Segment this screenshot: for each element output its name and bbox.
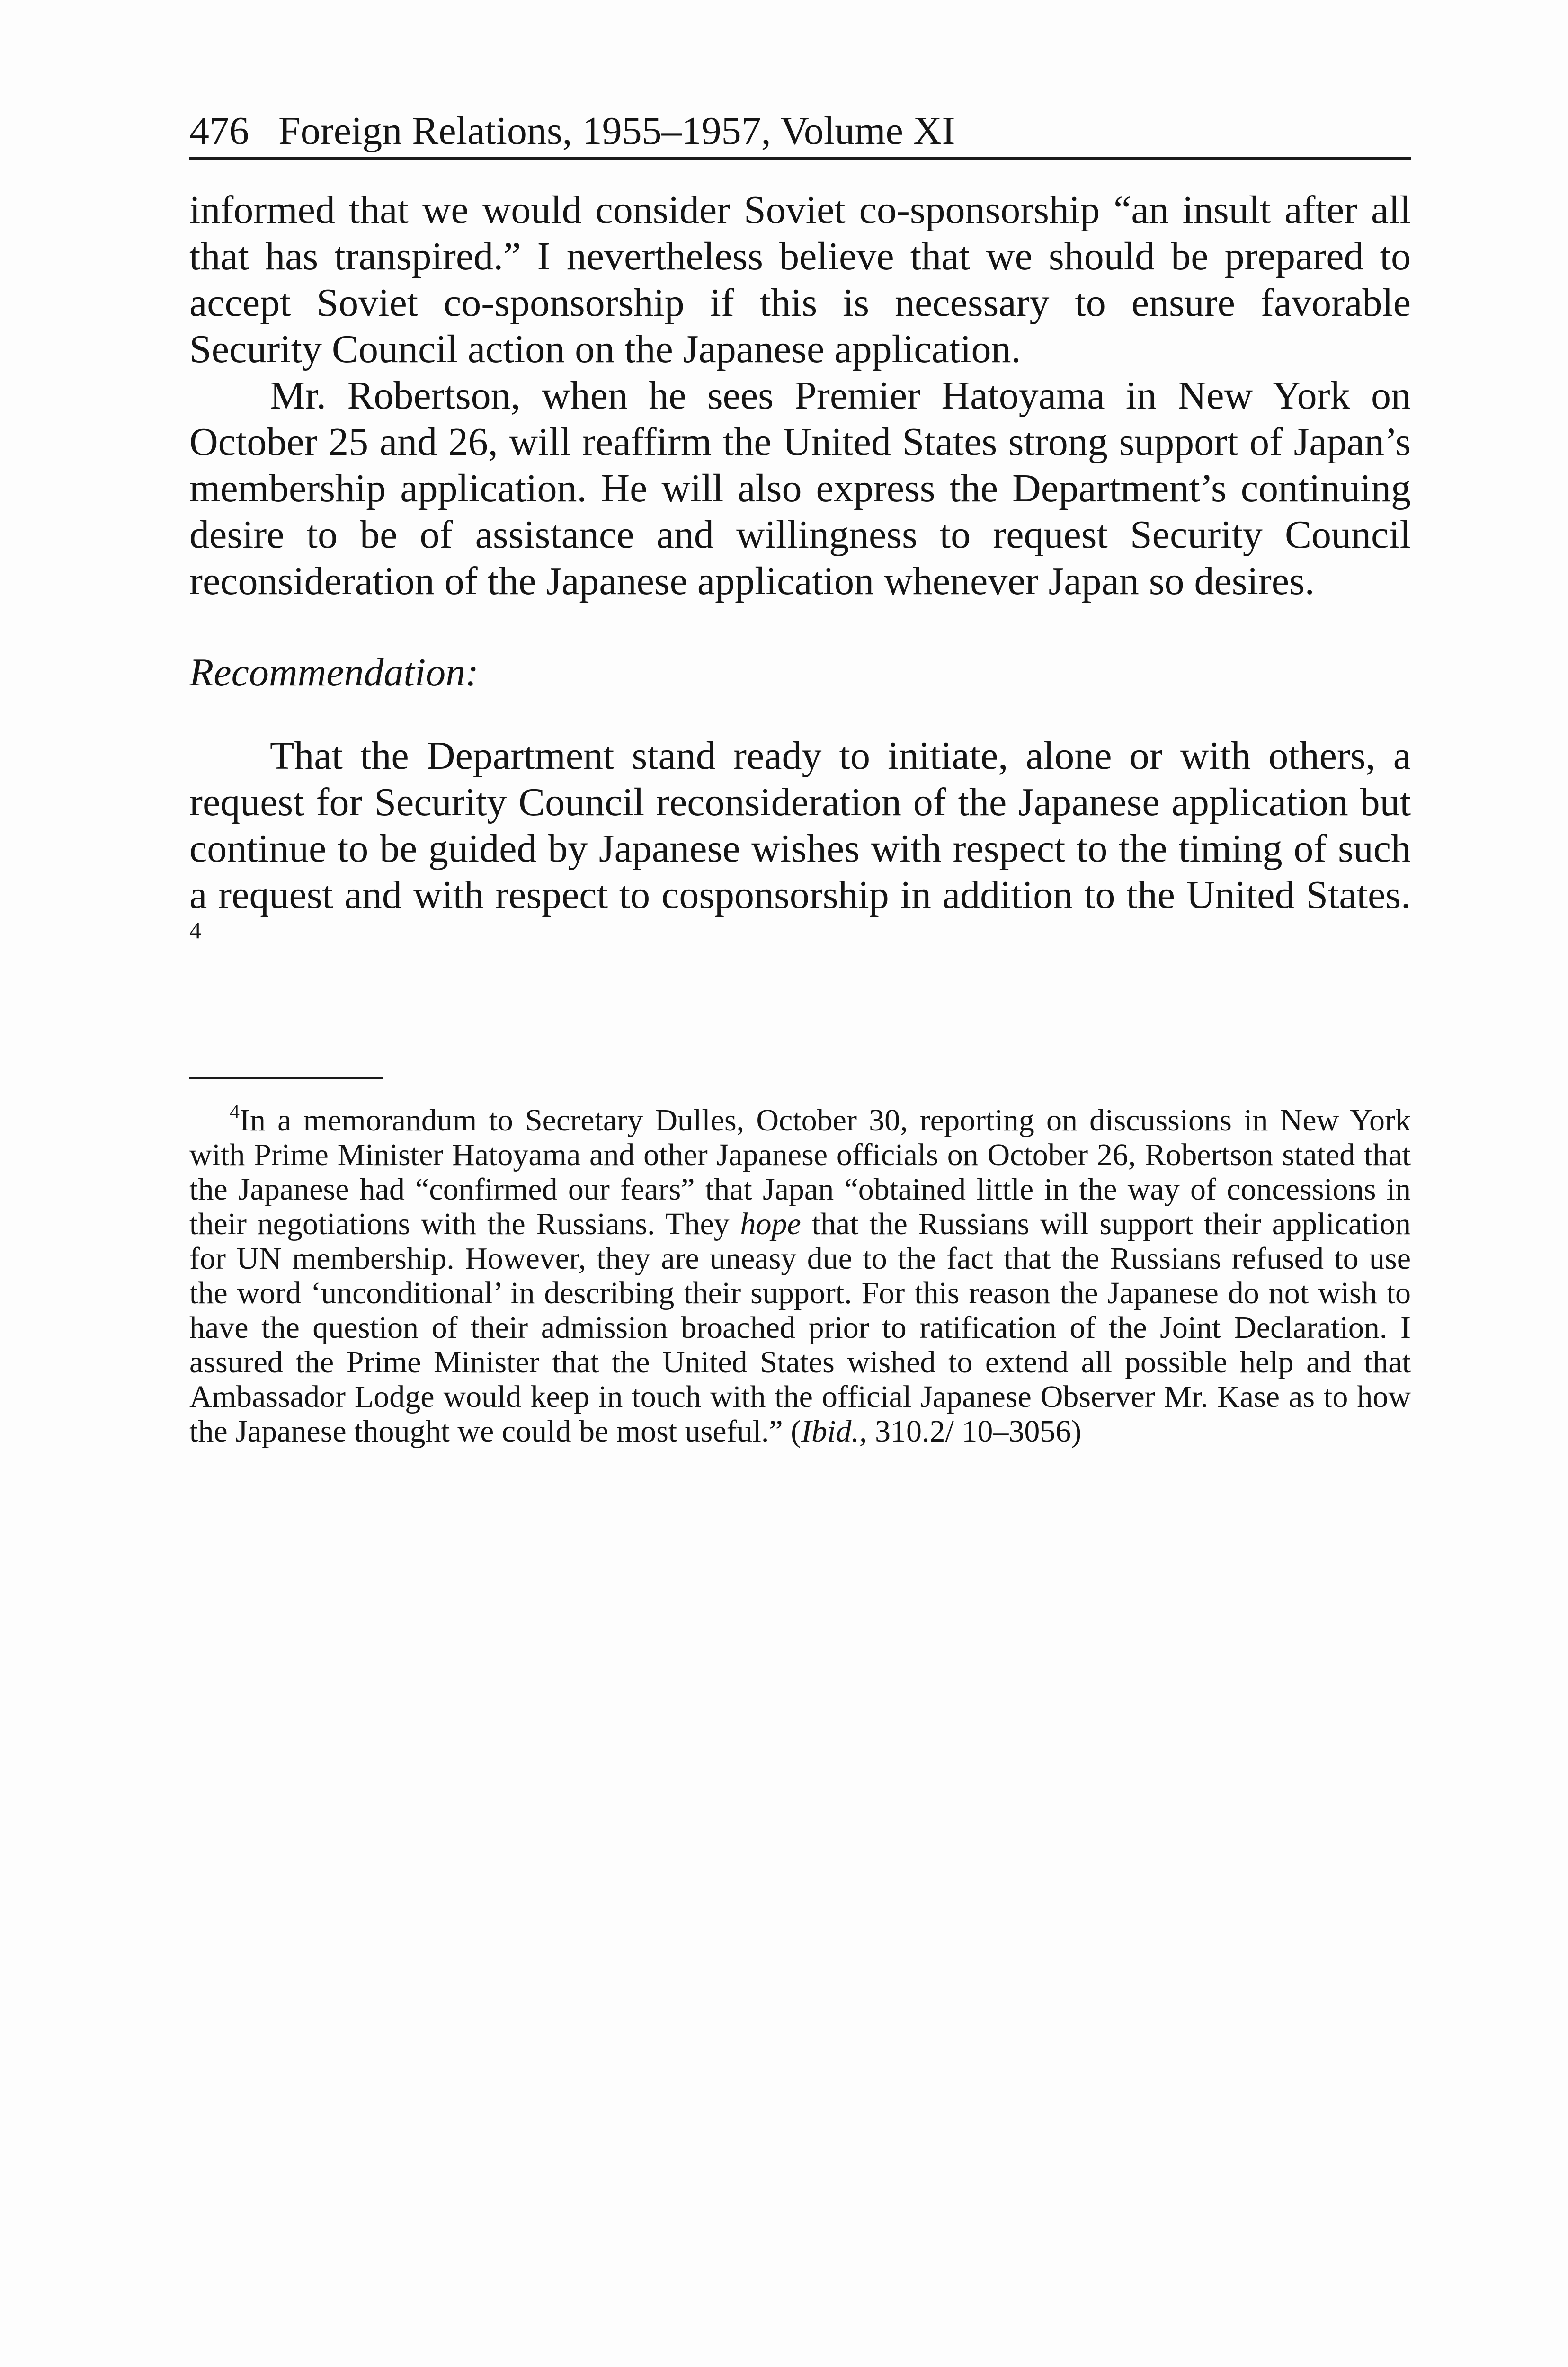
section-heading: Recommendation:: [189, 650, 479, 694]
footnote-ibid: Ibid.,: [801, 1414, 867, 1449]
footnote-divider: [189, 1077, 383, 1079]
footnote-paragraph: [189, 1103, 1411, 1449]
footnote-reference: 4: [189, 917, 201, 943]
body-paragraph-2: Mr. Robertson, when he sees Premier Hatoyama in New York on October 25 and 26, will reaffirm the United States strong support of Japan’s membership application. He will also express the Department’s continuing desire to be of assistance and willingness to request Security Council reconsideration of the Japanese application whenever Japan so desires.: [189, 374, 1411, 603]
body-paragraph-1: informed that we would consider Soviet co-sponsorship “an insult after all that has transpired.” I nevertheless believe that we should be prepared to accept Soviet co-sponsorship if this is necessary to ensure favorable Security Council action on the Japanese application.: [189, 188, 1411, 371]
body-text: [189, 187, 1411, 965]
footnote-marker: 4: [230, 1101, 240, 1123]
footnote-citation: 310.2/ 10–3056): [874, 1414, 1082, 1449]
footnote-text-2: that the Russians will support their application for UN membership. However, they are uneasy due to the fact that the Russians refused to use the word ‘unconditional’ in describing their support. For this reason the Japanese do not wish to have the question of their admission broached prior to ratification of the Joint Declaration. I assured the Prime Minister that the United States wished to extend all possible help and that Ambassador Lodge would keep in touch with the official Japanese Observer Mr. Kase as to how the Japanese thought we could be most useful.” (: [189, 1207, 1411, 1449]
recommendation-paragraph: [189, 733, 1411, 965]
footnote-emphasis: hope: [740, 1207, 801, 1241]
running-head: [189, 105, 1411, 160]
running-head-title: Foreign Relations, 1955–1957, Volume XI: [278, 109, 955, 153]
footnote: [189, 1103, 1411, 1449]
page-number: 476: [189, 109, 249, 153]
footnote-text-1: In a memorandum to Secretary Dulles, October 30, reporting on discussions in New York with Prime Minister Hatoyama and other Japanese officials on October 26, Robertson stated that the Japanese had “confirmed our fears” that Japan “obtained little in the way of concessions in their negotiations with the Russians. They: [189, 1103, 1411, 1241]
recommendation-text: That the Department stand ready to initiate, alone or with others, a request for Security Council reconsideration of the Japanese application but continue to be guided by Japanese wishes with respect to the timing of such a request and with respect to cosponsorship in addition to the United States.: [189, 734, 1411, 917]
